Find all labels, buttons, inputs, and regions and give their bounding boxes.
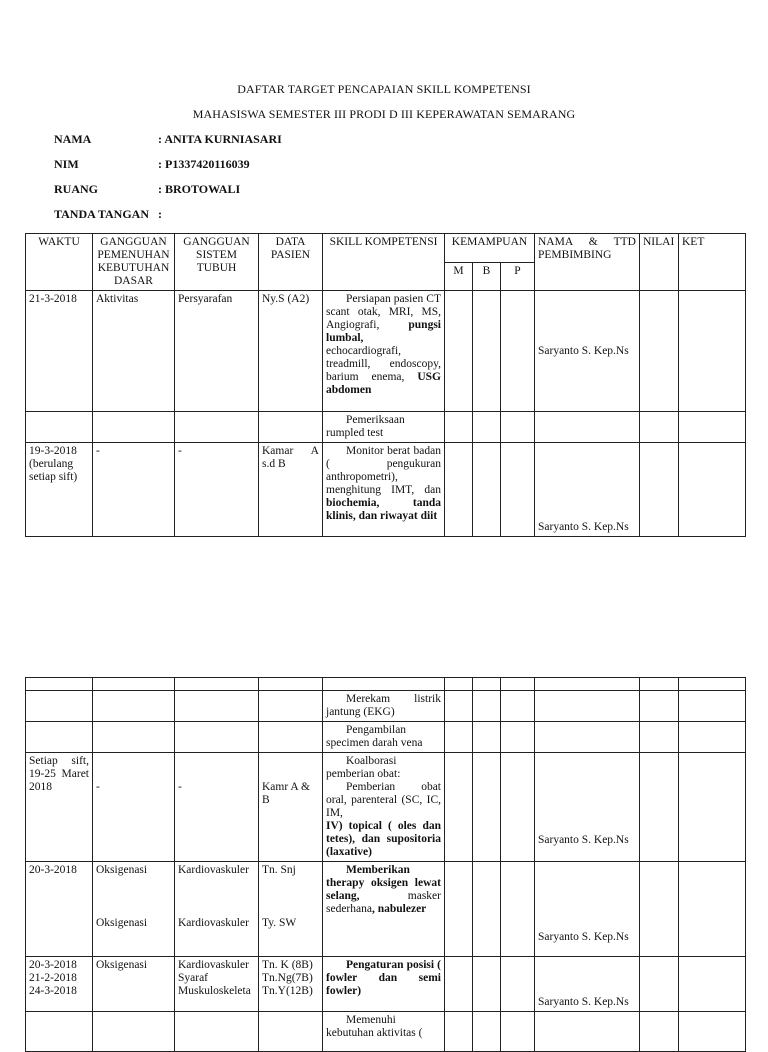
ttd-value: : bbox=[158, 207, 162, 221]
cell-b bbox=[473, 722, 501, 753]
header-data-pasien: DATA PASIEN bbox=[259, 234, 323, 291]
cell-sistem bbox=[175, 412, 259, 443]
cell-b bbox=[473, 957, 501, 1012]
cell-b bbox=[473, 691, 501, 722]
cell-ket bbox=[679, 862, 746, 957]
cell-pasien bbox=[259, 412, 323, 443]
table-header-row bbox=[26, 234, 746, 263]
table-row bbox=[26, 412, 746, 443]
cell-skill bbox=[323, 753, 445, 862]
cell-p bbox=[501, 1012, 535, 1052]
cell-pembimbing: Saryanto S. Kep.Ns bbox=[535, 862, 640, 957]
cell-gangguan: Oksigenasi bbox=[93, 957, 175, 1012]
cell-waktu: 20-3-2018 bbox=[26, 862, 93, 957]
cell-waktu: 21-3-2018 bbox=[26, 291, 93, 412]
skill-text-bold: pungsi lumbal, bbox=[326, 319, 441, 344]
info-nama bbox=[54, 132, 282, 147]
cell-nilai bbox=[640, 291, 679, 412]
cell-waktu bbox=[26, 722, 93, 753]
skill-text: Pemberian obat oral, parenteral (SC, IC, IM, bbox=[326, 781, 441, 819]
cell-skill: Memenuhi kebutuhan aktivitas ( bbox=[323, 1012, 445, 1052]
cell-waktu bbox=[26, 678, 93, 691]
cell-b bbox=[473, 1012, 501, 1052]
cell-gangguan bbox=[93, 862, 175, 957]
cell-m bbox=[445, 678, 473, 691]
header-ket: KET bbox=[679, 234, 746, 291]
cell-m bbox=[445, 862, 473, 957]
table-row bbox=[26, 443, 746, 537]
table-row bbox=[26, 691, 746, 722]
cell-ket bbox=[679, 443, 746, 537]
cell-b bbox=[473, 443, 501, 537]
header-b: B bbox=[473, 263, 501, 291]
table-row bbox=[26, 291, 746, 412]
cell-skill bbox=[323, 443, 445, 537]
cell-sistem bbox=[175, 722, 259, 753]
cell-pasien bbox=[259, 722, 323, 753]
skill-text-bold: IV) topical ( oles dan tetes), dan supositoria (laxative) bbox=[326, 820, 441, 858]
cell-ket bbox=[679, 753, 746, 862]
sistem-text: Syaraf bbox=[178, 972, 209, 984]
cell-gangguan bbox=[93, 678, 175, 691]
cell-nilai bbox=[640, 957, 679, 1012]
ruang-value: : BROTOWALI bbox=[158, 182, 241, 196]
cell-p bbox=[501, 957, 535, 1012]
cell-nilai bbox=[640, 678, 679, 691]
cell-gangguan bbox=[93, 412, 175, 443]
cell-pasien bbox=[259, 957, 323, 1012]
pasien-text: Ty. SW bbox=[262, 917, 297, 929]
skill-text-bold: Pengaturan posisi ( fowler dan semi fowler) bbox=[326, 959, 441, 997]
skill-text-bold: USG abdomen bbox=[326, 371, 441, 396]
cell-m bbox=[445, 691, 473, 722]
cell-pembimbing bbox=[535, 722, 640, 753]
cell-skill bbox=[323, 957, 445, 1012]
document-subtitle: MAHASISWA SEMESTER III PRODI D III KEPERAWATAN SEMARANG bbox=[192, 107, 576, 121]
cell-m bbox=[445, 957, 473, 1012]
waktu-text: 20-3-2018 bbox=[29, 959, 77, 971]
cell-skill bbox=[323, 291, 445, 412]
cell-ket bbox=[679, 678, 746, 691]
cell-pasien bbox=[259, 691, 323, 722]
info-nim bbox=[54, 157, 250, 172]
cell-p bbox=[501, 691, 535, 722]
skill-text-bold: biochemia, tanda klinis, dan riwayat diit bbox=[326, 497, 441, 522]
cell-skill bbox=[323, 678, 445, 691]
cell-b bbox=[473, 291, 501, 412]
cell-pasien: Ny.S (A2) bbox=[259, 291, 323, 412]
pasien-text: Tn.Y(12B) bbox=[262, 985, 313, 997]
sistem-text: Kardiovaskuler bbox=[178, 864, 249, 876]
header-gangguan-pemenuhan: GANGGUAN PEMENUHAN KEBUTUHAN DASAR bbox=[93, 234, 175, 291]
cell-pasien bbox=[259, 862, 323, 957]
header-m: M bbox=[445, 263, 473, 291]
cell-m bbox=[445, 412, 473, 443]
nama-label: NAMA bbox=[54, 132, 92, 146]
cell-nilai bbox=[640, 753, 679, 862]
cell-sistem: - bbox=[175, 443, 259, 537]
cell-sistem: Persyarafan bbox=[175, 291, 259, 412]
cell-pasien bbox=[259, 678, 323, 691]
header-gangguan-sistem: GANGGUAN SISTEM TUBUH bbox=[175, 234, 259, 291]
cell-skill: Pemeriksaan rumpled test bbox=[323, 412, 445, 443]
table-row bbox=[26, 753, 746, 862]
cell-nilai bbox=[640, 862, 679, 957]
cell-waktu bbox=[26, 1012, 93, 1052]
cell-m bbox=[445, 722, 473, 753]
info-tanda-tangan bbox=[54, 207, 162, 222]
cell-gangguan bbox=[93, 722, 175, 753]
cell-pembimbing bbox=[535, 412, 640, 443]
ruang-label: RUANG bbox=[54, 182, 98, 196]
cell-waktu: Setiap sift, 19-25 Maret 2018 bbox=[26, 753, 93, 862]
document-title: DAFTAR TARGET PENCAPAIAN SKILL KOMPETENSI bbox=[237, 82, 531, 96]
cell-b bbox=[473, 412, 501, 443]
cell-sistem bbox=[175, 957, 259, 1012]
skill-text: masker sederhana bbox=[326, 890, 441, 915]
cell-nilai bbox=[640, 722, 679, 753]
header-skill: SKILL KOMPETENSI bbox=[323, 234, 445, 291]
table-row bbox=[26, 862, 746, 957]
table-row bbox=[26, 678, 746, 691]
cell-waktu bbox=[26, 691, 93, 722]
cell-pembimbing bbox=[535, 678, 640, 691]
cell-pasien bbox=[259, 1012, 323, 1052]
cell-p bbox=[501, 862, 535, 957]
gangguan-text: Oksigenasi bbox=[96, 864, 148, 876]
cell-pembimbing: Saryanto S. Kep.Ns bbox=[535, 291, 640, 412]
skill-table-page2 bbox=[25, 677, 746, 1052]
cell-ket bbox=[679, 1012, 746, 1052]
nim-label: NIM bbox=[54, 157, 79, 171]
cell-gangguan bbox=[93, 691, 175, 722]
cell-skill: Merekam listrik jantung (EKG) bbox=[323, 691, 445, 722]
cell-nilai bbox=[640, 1012, 679, 1052]
table-row bbox=[26, 722, 746, 753]
cell-p bbox=[501, 443, 535, 537]
cell-gangguan: - bbox=[93, 443, 175, 537]
header-kemampuan: KEMAMPUAN bbox=[445, 234, 535, 263]
pasien-text: Tn. K (8B) bbox=[262, 959, 313, 971]
cell-b bbox=[473, 753, 501, 862]
cell-ket bbox=[679, 957, 746, 1012]
skill-text: echocardiografi, treadmill, endoscopy, barium enema, bbox=[326, 345, 441, 383]
cell-gangguan: - bbox=[93, 753, 175, 862]
cell-waktu bbox=[26, 412, 93, 443]
cell-skill bbox=[323, 862, 445, 957]
cell-sistem bbox=[175, 691, 259, 722]
cell-m bbox=[445, 291, 473, 412]
cell-ket bbox=[679, 691, 746, 722]
header-waktu: WAKTU bbox=[26, 234, 93, 291]
cell-gangguan: Aktivitas bbox=[93, 291, 175, 412]
header-nilai: NILAI bbox=[640, 234, 679, 291]
cell-m bbox=[445, 443, 473, 537]
cell-p bbox=[501, 753, 535, 862]
nim-value: : P1337420116039 bbox=[158, 157, 250, 171]
header-p: P bbox=[501, 263, 535, 291]
cell-ket bbox=[679, 412, 746, 443]
waktu-text: 24-3-2018 bbox=[29, 985, 77, 997]
skill-text-bold: , nabulezer bbox=[371, 903, 427, 915]
cell-sistem bbox=[175, 1012, 259, 1052]
pasien-text: Tn.Ng(7B) bbox=[262, 972, 313, 984]
cell-skill: Pengambilan specimen darah vena bbox=[323, 722, 445, 753]
sistem-text: Muskuloskeleta bbox=[178, 985, 251, 997]
cell-m bbox=[445, 1012, 473, 1052]
header-nama-ttd: NAMA & TTD PEMBIMBING bbox=[535, 234, 640, 291]
cell-sistem bbox=[175, 678, 259, 691]
cell-pasien: Kamr A & B bbox=[259, 753, 323, 862]
cell-nilai bbox=[640, 691, 679, 722]
cell-b bbox=[473, 862, 501, 957]
cell-sistem bbox=[175, 862, 259, 957]
cell-ket bbox=[679, 291, 746, 412]
cell-nilai bbox=[640, 412, 679, 443]
cell-b bbox=[473, 678, 501, 691]
cell-waktu bbox=[26, 957, 93, 1012]
table-row bbox=[26, 957, 746, 1012]
ttd-label: TANDA TANGAN bbox=[54, 207, 150, 221]
cell-pembimbing bbox=[535, 691, 640, 722]
skill-text: Monitor berat badan ( pengukuran anthropometri), menghitung IMT, dan bbox=[326, 445, 441, 496]
cell-nilai bbox=[640, 443, 679, 537]
cell-pasien: Kamar A s.d B bbox=[259, 443, 323, 537]
cell-sistem: - bbox=[175, 753, 259, 862]
cell-m bbox=[445, 753, 473, 862]
cell-pembimbing bbox=[535, 1012, 640, 1052]
skill-text-bold: Memberikan therapy oksigen lewat selang, bbox=[326, 864, 441, 902]
waktu-text: 21-2-2018 bbox=[29, 972, 77, 984]
cell-p bbox=[501, 291, 535, 412]
cell-pembimbing: Saryanto S. Kep.Ns bbox=[535, 753, 640, 862]
cell-gangguan bbox=[93, 1012, 175, 1052]
cell-p bbox=[501, 678, 535, 691]
skill-text: Persiapan pasien CT scant otak, MRI, MS, Angiografi, bbox=[326, 293, 441, 331]
table-row bbox=[26, 1012, 746, 1052]
nama-value: : ANITA KURNIASARI bbox=[158, 132, 282, 146]
cell-p bbox=[501, 722, 535, 753]
sistem-text: Kardiovaskuler bbox=[178, 959, 249, 971]
cell-p bbox=[501, 412, 535, 443]
cell-ket bbox=[679, 722, 746, 753]
cell-waktu: 19-3-2018 (berulang setiap sift) bbox=[26, 443, 93, 537]
sistem-text: Kardiovaskuler bbox=[178, 917, 249, 929]
skill-text: Koalborasi pemberian obat: bbox=[326, 755, 401, 780]
skill-table-page1 bbox=[25, 233, 746, 537]
cell-pembimbing: Saryanto S. Kep.Ns bbox=[535, 443, 640, 537]
info-ruang bbox=[54, 182, 241, 197]
pasien-text: Tn. Snj bbox=[262, 864, 296, 876]
gangguan-text: Oksigenasi bbox=[96, 917, 148, 929]
cell-pembimbing: Saryanto S. Kep.Ns bbox=[535, 957, 640, 1012]
